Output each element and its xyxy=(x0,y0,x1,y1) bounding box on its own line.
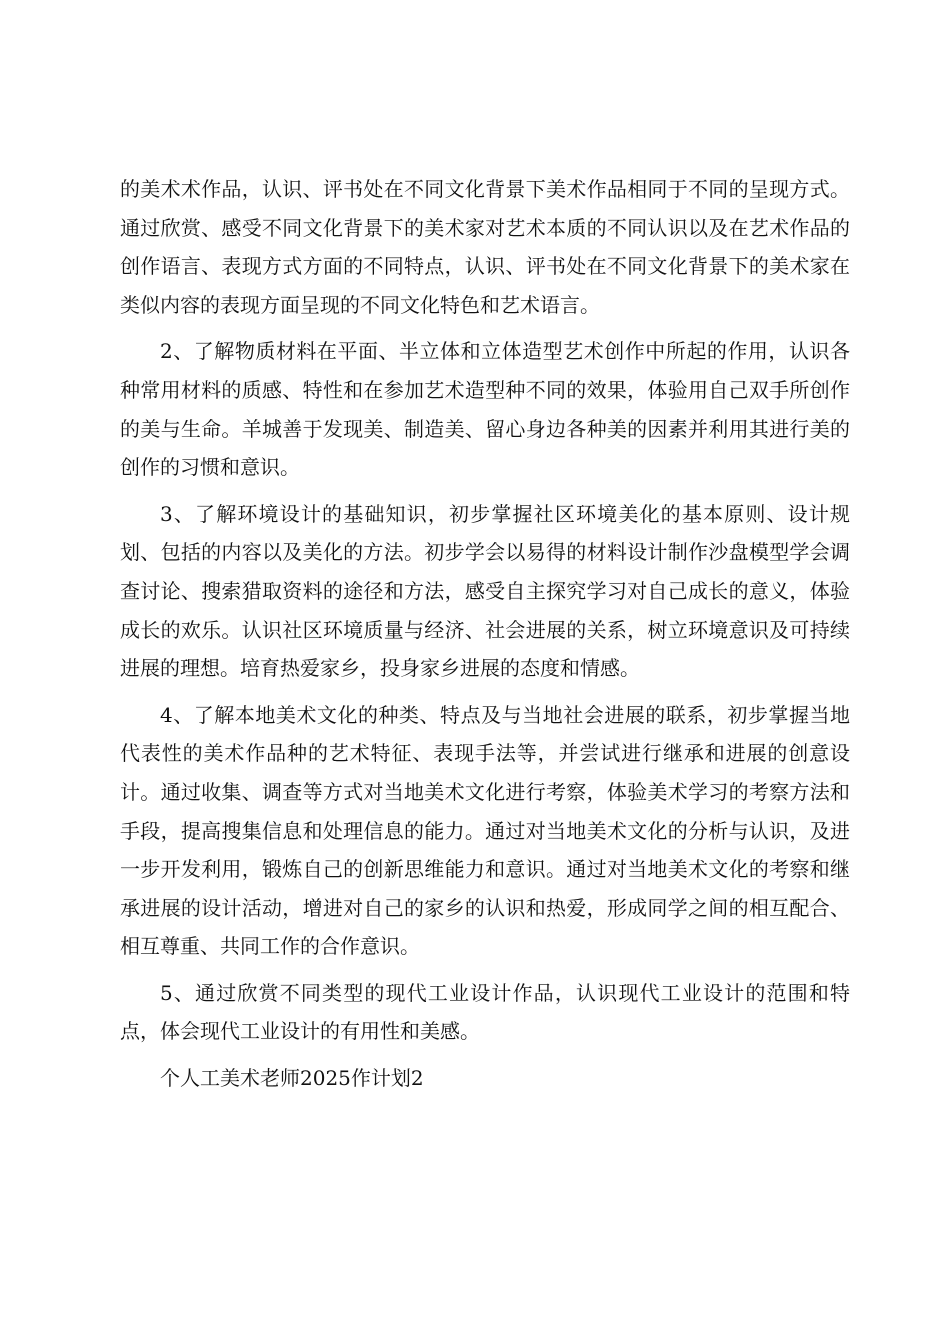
paragraph-item-4: 4、了解本地美术文化的种类、特点及与当地社会进展的联系，初步掌握当地代表性的美术作品种的艺术特征、表现手法等，并尝试进行继承和进展的创意设计。通过收集、调查等方式对当地美术文化进行考察，体验美术学习的考察方法和手段，提高搜集信息和处理信息的能力。通过对当地美术文化的分析与认识，及进一步开发利用，锻炼自己的创新思维能力和意识。通过对当地美术文化的考察和继承进展的设计活动，增进对自己的家乡的认识和热爱，形成同学之间的相互配合、相互尊重、共同工作的合作意识。 xyxy=(120,702,850,959)
document-body xyxy=(120,170,850,1098)
section-heading: 个人工美术老师2025作计划2 xyxy=(160,1066,424,1091)
paragraph-item-3: 3、了解环境设计的基础知识，初步掌握社区环境美化的基本原则、设计规划、包括的内容以及美化的方法。初步学会以易得的材料设计制作沙盘模型学会调查讨论、搜索猎取资料的途径和方法，感受自主探究学习对自己成长的意义，体验成长的欢乐。认识社区环境质量与经济、社会进展的关系，树立环境意识及可持续进展的理想。培育热爱家乡，投身家乡进展的态度和情感。 xyxy=(120,501,850,681)
paragraph-continuation: 的美术术作品，认识、评书处在不同文化背景下美术作品相同于不同的呈现方式。通过欣赏、感受不同文化背景下的美术家对艺术本质的不同认识以及在艺术作品的创作语言、表现方式方面的不同特点，认识、评书处在不同文化背景下的美术家在类似内容的表现方面呈现的不同文化特色和艺术语言。 xyxy=(120,177,850,317)
paragraph-item-2: 2、了解物质材料在平面、半立体和立体造型艺术创作中所起的作用，认识各种常用材料的质感、特性和在参加艺术造型种不同的效果，体验用自己双手所创作的美与生命。羊城善于发现美、制造美、留心身边各种美的因素并利用其进行美的创作的习惯和意识。 xyxy=(120,339,850,480)
paragraph-item-5: 5、通过欣赏不同类型的现代工业设计作品，认识现代工业设计的范围和特点，体会现代工业设计的有用性和美感。 xyxy=(120,980,850,1044)
